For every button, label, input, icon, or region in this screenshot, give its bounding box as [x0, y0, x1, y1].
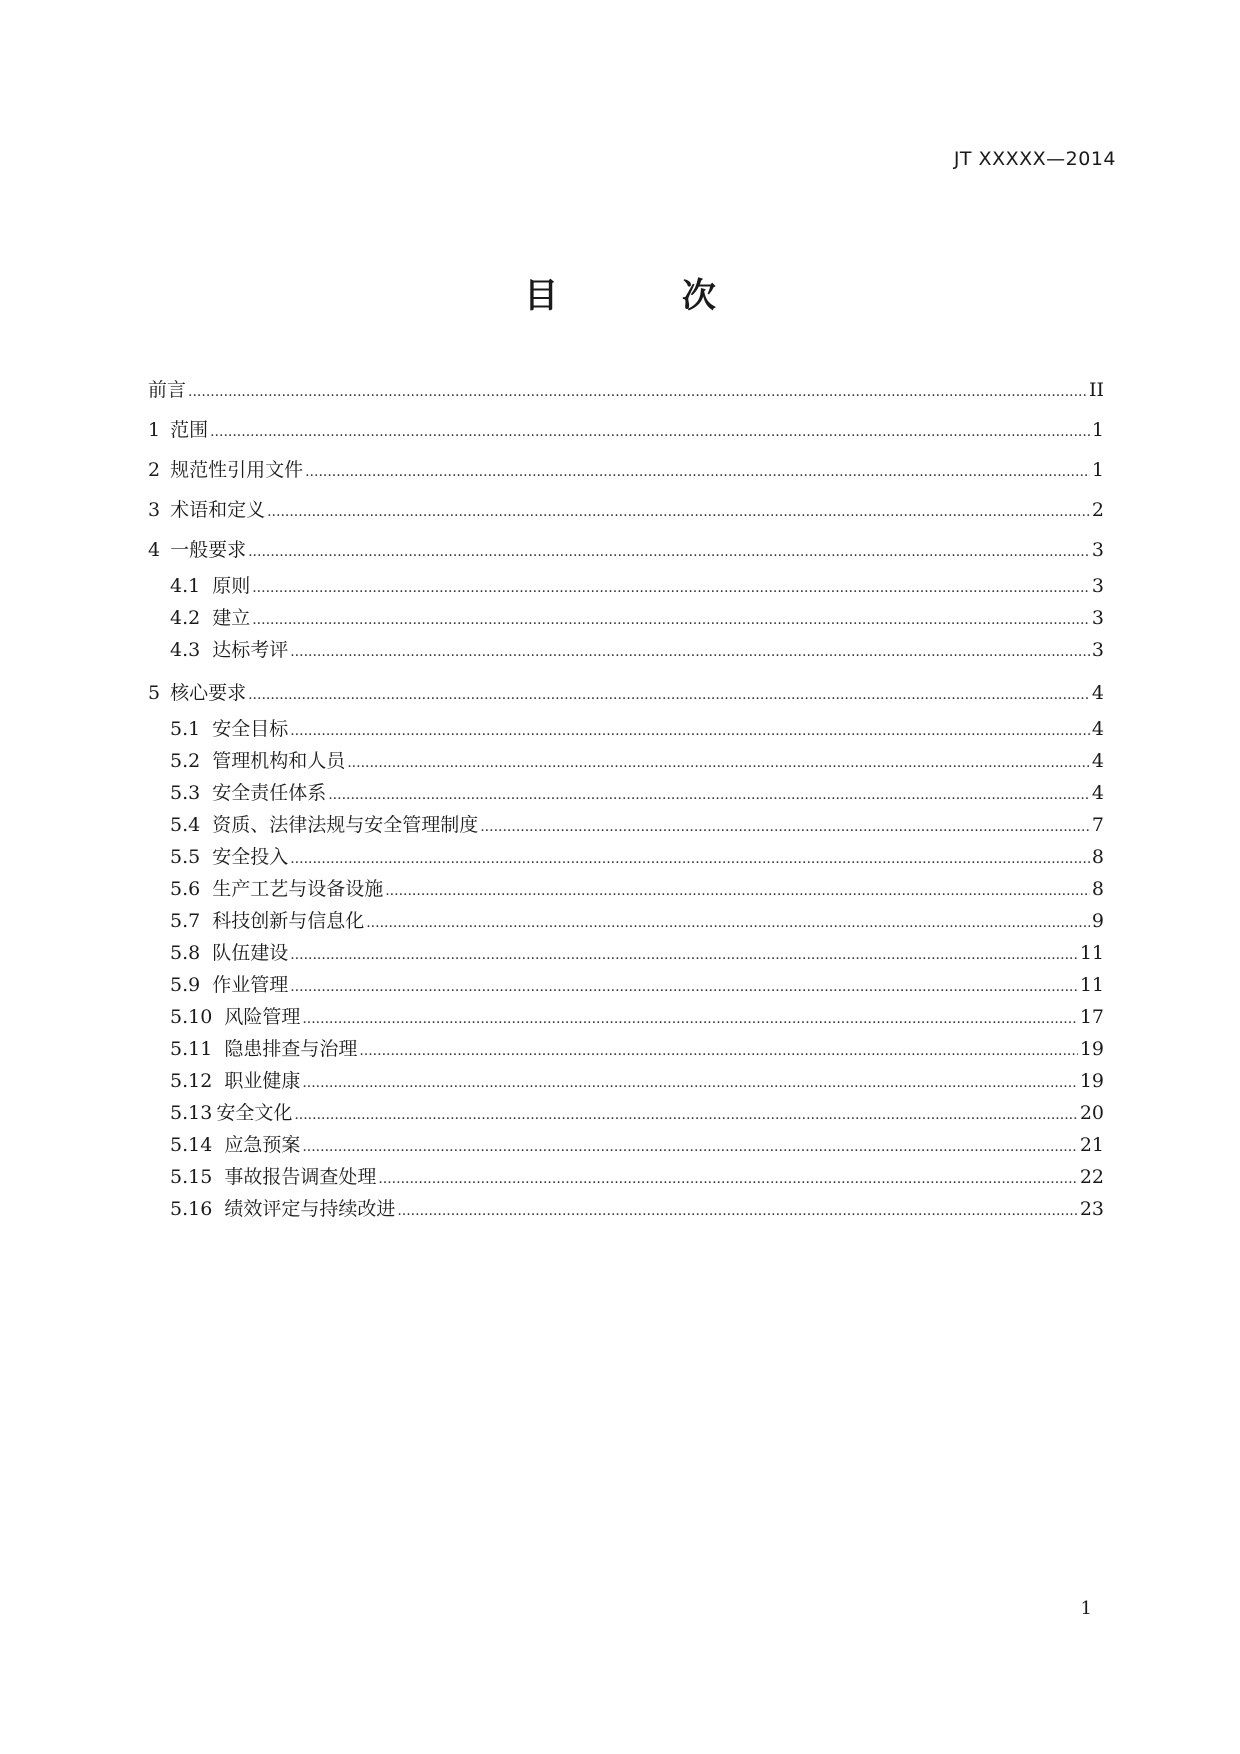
toc-entry-5-1[interactable] [148, 713, 1104, 745]
toc-entry-label: 职业健康 [224, 1070, 301, 1092]
page-number: 1 [1080, 1598, 1092, 1619]
table-of-contents [148, 370, 1104, 1225]
toc-entry-5-4[interactable] [148, 809, 1104, 841]
toc-entry-label: 应急预案 [224, 1134, 301, 1156]
toc-leader-dots [210, 412, 1090, 452]
toc-entry-number: 4.2 [170, 607, 201, 629]
toc-entry-page: 11 [1079, 942, 1104, 964]
toc-leader-dots [305, 452, 1090, 492]
toc-entry-page: 21 [1079, 1134, 1104, 1156]
toc-entry-number: 5.12 [170, 1070, 213, 1092]
toc-entry-page: 2 [1091, 499, 1104, 521]
document-code: JT XXXXX—2014 [953, 148, 1116, 170]
toc-entry-number: 5.11 [170, 1038, 213, 1060]
toc-entry-number: 5.14 [170, 1134, 213, 1156]
toc-entry-5[interactable] [148, 673, 1104, 713]
toc-entry-number: 3 [148, 499, 161, 521]
toc-entry-page: 23 [1079, 1198, 1104, 1220]
toc-entry-label: 隐患排查与治理 [224, 1038, 358, 1060]
toc-leader-dots [252, 572, 1090, 604]
toc-entry-number: 5.6 [170, 878, 201, 900]
toc-entry-5-2[interactable] [148, 745, 1104, 777]
toc-entry-1[interactable] [148, 410, 1104, 450]
toc-entry-page: 8 [1091, 878, 1104, 900]
toc-entry-5-12[interactable] [148, 1065, 1104, 1097]
toc-entry-label: 规范性引用文件 [170, 459, 304, 481]
toc-leader-dots [480, 811, 1090, 843]
toc-entry-page: 3 [1091, 575, 1104, 597]
toc-leader-dots [290, 715, 1090, 747]
toc-entry-label: 术语和定义 [170, 499, 266, 521]
toc-entry-4[interactable] [148, 530, 1104, 570]
toc-entry-foreword[interactable] [148, 370, 1104, 410]
toc-entry-number: 2 [148, 459, 161, 481]
toc-entry-label: 资质、法律法规与安全管理制度 [212, 814, 479, 836]
toc-entry-page: 19 [1079, 1038, 1104, 1060]
toc-leader-dots [302, 1131, 1077, 1163]
toc-entry-number: 1 [148, 419, 161, 441]
toc-entry-4-2[interactable] [148, 602, 1104, 634]
toc-entry-page: 20 [1079, 1102, 1104, 1124]
toc-entry-label: 前言 [148, 379, 187, 401]
toc-entry-number: 5.1 [170, 718, 201, 740]
toc-entry-5-15[interactable] [148, 1161, 1104, 1193]
toc-entry-page: 3 [1091, 539, 1104, 561]
toc-entry-page: 22 [1079, 1166, 1104, 1188]
toc-leader-dots [294, 1099, 1077, 1131]
toc-entry-label: 事故报告调查处理 [224, 1166, 377, 1188]
toc-entry-2[interactable] [148, 450, 1104, 490]
toc-entry-label: 队伍建设 [212, 942, 289, 964]
toc-entry-page: 9 [1091, 910, 1104, 932]
toc-entry-number: 5.8 [170, 942, 201, 964]
toc-entry-number: 5.16 [170, 1198, 213, 1220]
toc-entry-number: 5.9 [170, 974, 201, 996]
toc-entry-page: 1 [1091, 419, 1104, 441]
toc-leader-dots [302, 1067, 1077, 1099]
toc-entry-5-3[interactable] [148, 777, 1104, 809]
toc-entry-page: 8 [1091, 846, 1104, 868]
toc-entry-page: 4 [1091, 750, 1104, 772]
toc-entry-5-11[interactable] [148, 1033, 1104, 1065]
toc-leader-dots [359, 1035, 1077, 1067]
toc-entry-page: 1 [1091, 459, 1104, 481]
toc-entry-number: 5 [148, 682, 161, 704]
toc-entry-label: 安全目标 [212, 718, 289, 740]
toc-entry-5-16[interactable] [148, 1193, 1104, 1225]
toc-entry-4-1[interactable] [148, 570, 1104, 602]
toc-leader-dots [302, 1003, 1077, 1035]
toc-leader-dots [290, 636, 1090, 668]
toc-entry-label: 风险管理 [224, 1006, 301, 1028]
toc-entry-label: 管理机构和人员 [212, 750, 346, 772]
toc-entry-label: 科技创新与信息化 [212, 910, 365, 932]
toc-entry-5-14[interactable] [148, 1129, 1104, 1161]
toc-entry-5-6[interactable] [148, 873, 1104, 905]
toc-entry-page: 4 [1091, 718, 1104, 740]
toc-entry-page: 7 [1091, 814, 1104, 836]
toc-entry-page: 4 [1091, 682, 1104, 704]
toc-entry-label: 安全责任体系 [212, 782, 327, 804]
toc-leader-dots [290, 971, 1078, 1003]
toc-entry-number: 5.10 [170, 1006, 213, 1028]
toc-leader-dots [366, 907, 1090, 939]
toc-entry-number: 4.1 [170, 575, 201, 597]
toc-entry-number: 5.5 [170, 846, 201, 868]
toc-leader-dots [252, 604, 1090, 636]
toc-entry-number: 5.7 [170, 910, 201, 932]
toc-entry-label: 绩效评定与持续改进 [224, 1198, 396, 1220]
toc-entry-4-3[interactable] [148, 634, 1104, 666]
toc-leader-dots [290, 939, 1078, 971]
toc-entry-label: 达标考评 [212, 639, 289, 661]
toc-entry-5-5[interactable] [148, 841, 1104, 873]
toc-entry-label: 一般要求 [170, 539, 247, 561]
toc-entry-number: 5.2 [170, 750, 201, 772]
toc-entry-label: 建立 [212, 607, 251, 629]
toc-entry-5-7[interactable] [148, 905, 1104, 937]
toc-entry-number: 5.15 [170, 1166, 213, 1188]
toc-title: 目 次 [524, 276, 772, 316]
toc-leader-dots [347, 747, 1090, 779]
toc-leader-dots [385, 875, 1090, 907]
toc-entry-number: 4 [148, 539, 161, 561]
toc-leader-dots [328, 779, 1090, 811]
toc-entry-page: 11 [1079, 974, 1104, 996]
toc-entry-number: 4.3 [170, 639, 201, 661]
toc-entry-number: 5.4 [170, 814, 201, 836]
toc-entry-page: 4 [1091, 782, 1104, 804]
toc-entry-label: 作业管理 [212, 974, 289, 996]
toc-entry-5-8[interactable] [148, 937, 1104, 969]
toc-entry-label: 安全投入 [212, 846, 289, 868]
toc-entry-page: 17 [1079, 1006, 1104, 1028]
toc-leader-dots [378, 1163, 1077, 1195]
toc-leader-dots [397, 1195, 1077, 1227]
toc-entry-label: 核心要求 [170, 682, 247, 704]
toc-leader-dots [248, 675, 1090, 715]
toc-entry-5-13[interactable] [148, 1097, 1104, 1129]
toc-entry-page: 3 [1091, 639, 1104, 661]
toc-entry-page: 3 [1091, 607, 1104, 629]
toc-leader-dots [290, 843, 1090, 875]
toc-leader-dots [248, 532, 1090, 572]
toc-entry-page: II [1088, 379, 1104, 401]
toc-leader-dots [267, 492, 1090, 532]
toc-entry-5-10[interactable] [148, 1001, 1104, 1033]
toc-entry-3[interactable] [148, 490, 1104, 530]
toc-entry-label: 生产工艺与设备设施 [212, 878, 384, 900]
toc-leader-dots [188, 372, 1087, 412]
toc-entry-label: 范围 [170, 419, 209, 441]
toc-entry-5-9[interactable] [148, 969, 1104, 1001]
toc-entry-label: 原则 [212, 575, 251, 597]
toc-entry-label: 安全文化 [216, 1102, 293, 1124]
toc-entry-number: 5.13 [170, 1102, 213, 1124]
toc-entry-page: 19 [1079, 1070, 1104, 1092]
toc-entry-number: 5.3 [170, 782, 201, 804]
